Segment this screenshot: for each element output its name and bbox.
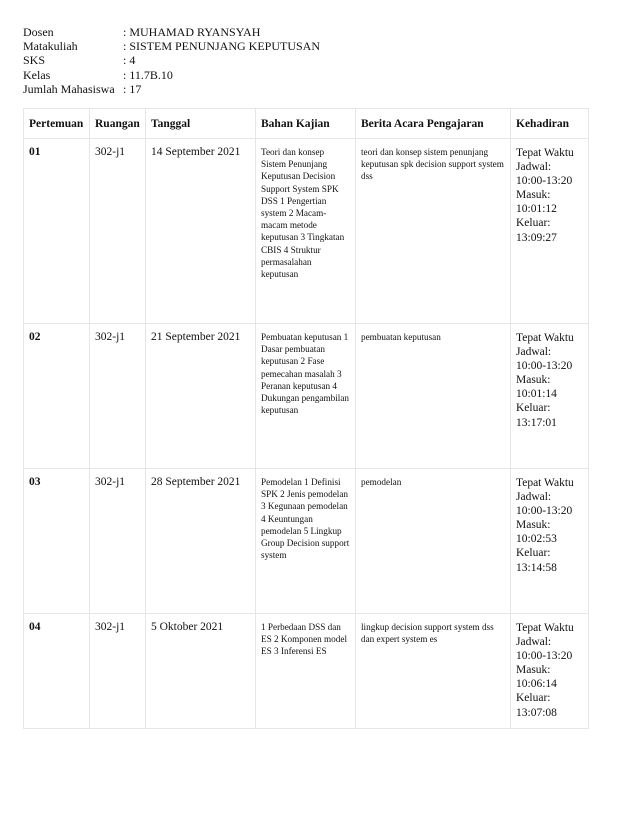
cell-ruangan: 302-j1 xyxy=(90,139,146,324)
info-label: Matakuliah xyxy=(23,39,78,54)
cell-bahan-kajian: Pembuatan keputusan 1 Dasar pembuatan keputusan 2 Fase pemecahan masalah 3 Peranan keputusan 4 Dukungan pengambilan keputusan xyxy=(256,324,356,469)
cell-tanggal: 21 September 2021 xyxy=(146,324,256,469)
cell-pertemuan: 01 xyxy=(24,139,90,324)
cell-tanggal: 5 Oktober 2021 xyxy=(146,614,256,729)
attendance-status: Tepat Waktu xyxy=(516,477,574,489)
attendance-masuk: Masuk: 10:01:14 xyxy=(516,374,557,401)
attendance-masuk: Masuk: 10:06:14 xyxy=(516,664,557,691)
attendance-jadwal: Jadwal: 10:00-13:20 xyxy=(516,161,573,188)
column-header-berita-acara: Berita Acara Pengajaran xyxy=(356,109,511,139)
info-kelas xyxy=(23,68,320,82)
cell-ruangan: 302-j1 xyxy=(90,469,146,614)
cell-tanggal: 14 September 2021 xyxy=(146,139,256,324)
course-info xyxy=(23,25,320,96)
info-label: Dosen xyxy=(23,25,54,39)
attendance-keluar: Keluar: 13:17:01 xyxy=(516,402,557,429)
attendance-status: Tepat Waktu xyxy=(516,332,574,344)
attendance-masuk: Masuk: 10:02:53 xyxy=(516,519,557,546)
cell-berita-acara: lingkup decision support system dss dan expert system es xyxy=(356,614,511,729)
attendance-keluar: Keluar: 13:07:08 xyxy=(516,692,557,719)
cell-pertemuan: 04 xyxy=(24,614,90,729)
attendance-jadwal: Jadwal: 10:00-13:20 xyxy=(516,491,573,518)
info-value: : 17 xyxy=(123,81,142,96)
cell-ruangan: 302-j1 xyxy=(90,324,146,469)
info-jumlah-mahasiswa xyxy=(23,82,320,96)
info-value: : SISTEM PENUNJANG KEPUTUSAN xyxy=(123,39,321,54)
info-dosen xyxy=(23,25,320,39)
column-header-kehadiran: Kehadiran xyxy=(511,109,589,139)
info-matakuliah xyxy=(23,39,320,53)
attendance-masuk: Masuk: 10:01:12 xyxy=(516,189,557,216)
attendance-jadwal: Jadwal: 10:00-13:20 xyxy=(516,636,573,663)
column-header-ruangan: Ruangan xyxy=(90,109,146,139)
attendance-keluar: Keluar: 13:14:58 xyxy=(516,547,557,574)
attendance-keluar: Keluar: 13:09:27 xyxy=(516,217,557,244)
info-label: SKS xyxy=(23,53,46,68)
info-sks xyxy=(23,53,320,67)
info-label: Kelas xyxy=(23,67,51,82)
info-value: : 11.7B.10 xyxy=(123,67,173,82)
table-row xyxy=(24,324,589,469)
info-value: : 4 xyxy=(123,53,136,68)
cell-kehadiran xyxy=(511,469,589,614)
column-header-tanggal: Tanggal xyxy=(146,109,256,139)
cell-bahan-kajian: Pemodelan 1 Definisi SPK 2 Jenis pemodelan 3 Kegunaan pemodelan 4 Keuntungan pemodelan 5 Lingkup Group Decision support system xyxy=(256,469,356,614)
attendance-status: Tepat Waktu xyxy=(516,622,574,634)
cell-ruangan: 302-j1 xyxy=(90,614,146,729)
column-header-bahan-kajian: Bahan Kajian xyxy=(256,109,356,139)
cell-berita-acara: teori dan konsep sistem penunjang keputusan spk decision support system dss xyxy=(356,139,511,324)
cell-bahan-kajian: 1 Perbedaan DSS dan ES 2 Komponen model ES 3 Inferensi ES xyxy=(256,614,356,729)
cell-kehadiran xyxy=(511,139,589,324)
table-header-row xyxy=(24,109,589,139)
table-row xyxy=(24,614,589,729)
cell-berita-acara: pembuatan keputusan xyxy=(356,324,511,469)
cell-berita-acara: pemodelan xyxy=(356,469,511,614)
cell-kehadiran xyxy=(511,324,589,469)
cell-kehadiran xyxy=(511,614,589,729)
cell-tanggal: 28 September 2021 xyxy=(146,469,256,614)
info-value: : MUHAMAD RYANSYAH xyxy=(123,25,261,39)
table-row xyxy=(24,469,589,614)
attendance-jadwal: Jadwal: 10:00-13:20 xyxy=(516,346,573,373)
attendance-table xyxy=(23,108,589,729)
attendance-status: Tepat Waktu xyxy=(516,147,574,159)
cell-bahan-kajian: Teori dan konsep Sistem Penunjang Keputusan Decision Support System SPK DSS 1 Pengertian system 2 Macam-macam metode keputusan 3 Tingkatan CBIS 4 Struktur permasalahan keputusan xyxy=(256,139,356,324)
table-row xyxy=(24,139,589,324)
cell-pertemuan: 03 xyxy=(24,469,90,614)
cell-pertemuan: 02 xyxy=(24,324,90,469)
column-header-pertemuan: Pertemuan xyxy=(24,109,90,139)
info-label: Jumlah Mahasiswa xyxy=(23,81,115,96)
